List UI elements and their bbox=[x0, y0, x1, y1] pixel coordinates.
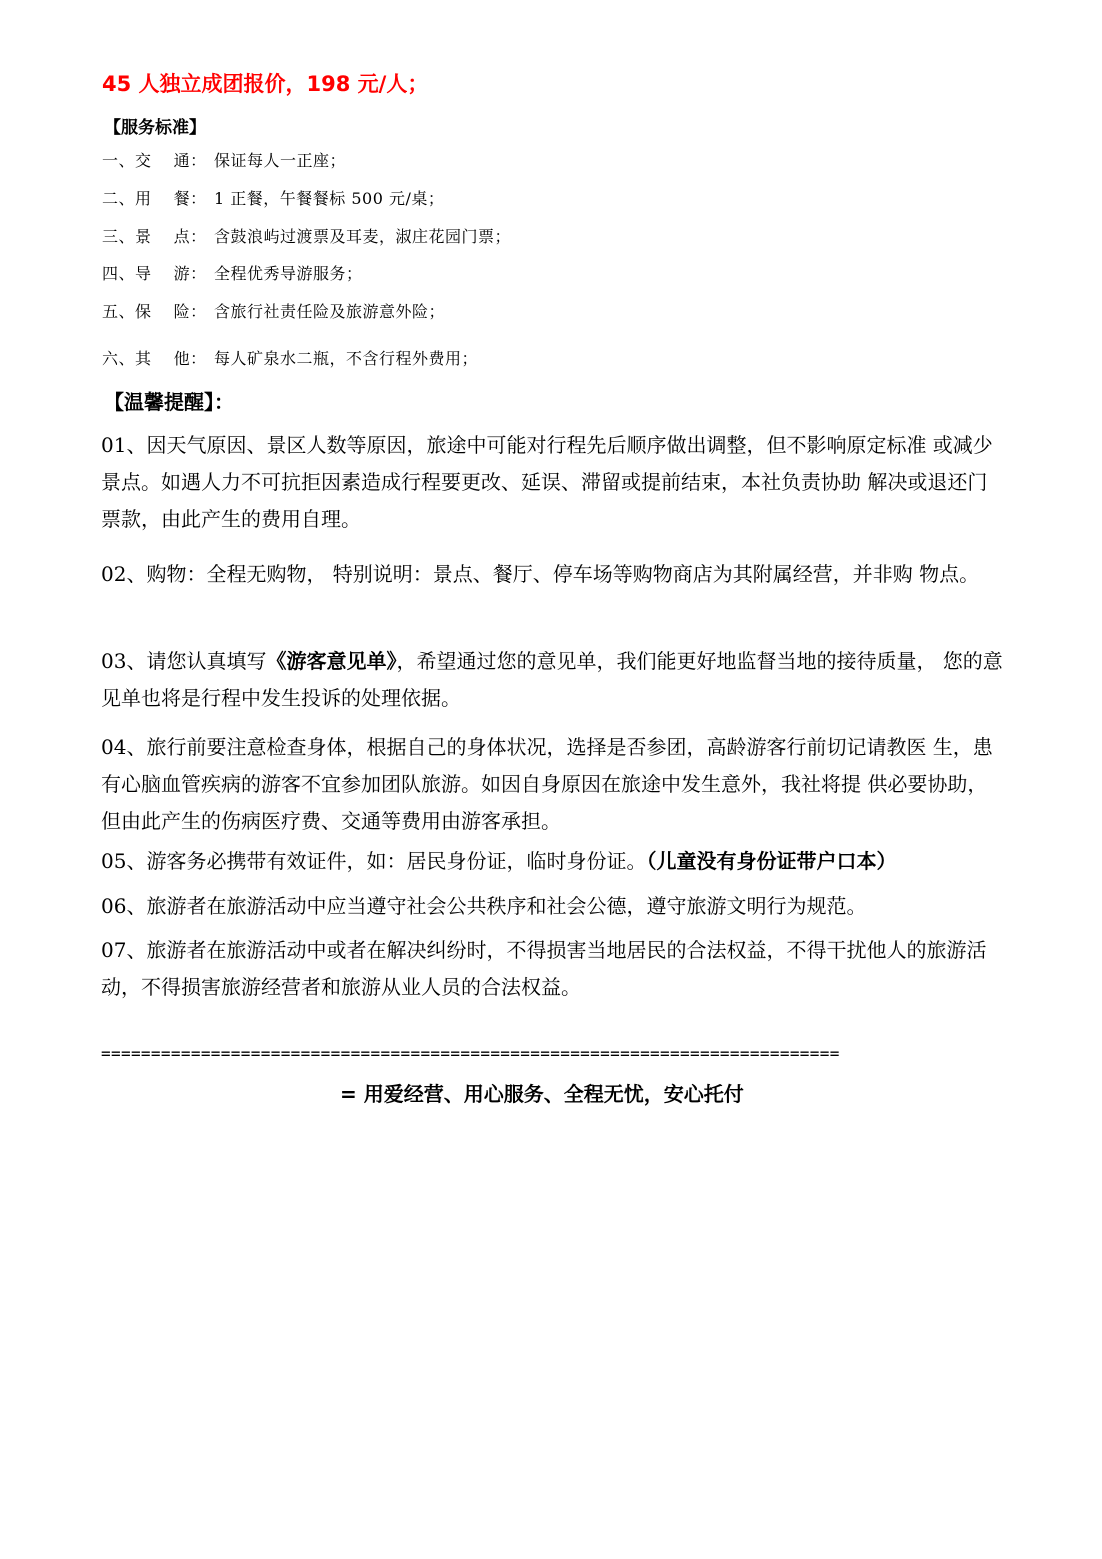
reminder-tip-03 bbox=[101, 643, 1006, 717]
service-item-transport bbox=[102, 148, 346, 171]
tip-bold-text: （儿童没有身份证带户口本） bbox=[646, 849, 897, 873]
service-item-key: 四、导 游： bbox=[102, 264, 207, 283]
tip-text: 03、请您认真填写 bbox=[101, 649, 267, 673]
service-item-value: 全程优秀导游服务； bbox=[214, 264, 363, 283]
service-item-other bbox=[102, 346, 478, 369]
service-item-meals bbox=[102, 186, 444, 209]
service-standard-heading: 【服务标准】 bbox=[104, 118, 206, 138]
service-item-key: 一、交 通： bbox=[102, 151, 207, 170]
service-item-key: 三、景 点： bbox=[102, 227, 207, 246]
reminder-heading: 【温馨提醒】： bbox=[104, 390, 234, 414]
service-item-sights bbox=[102, 224, 511, 247]
tip-bold-text: 《游客意见单》 bbox=[266, 649, 397, 673]
service-item-value: 1 正餐，午餐餐标 500 元/桌； bbox=[214, 189, 445, 208]
service-item-key: 二、用 餐： bbox=[102, 189, 207, 208]
service-item-value: 保证每人一正座； bbox=[214, 151, 347, 170]
reminder-tip-04: 04、旅行前要注意检查身体，根据自己的身体状况，选择是否参团，高龄游客行前切记请教医 生，患有心脑血管疾病的游客不宜参加团队旅游。如因自身原因在旅途中发生意外，我社将提 供必要协助，但由此产生的伤病医疗费、交通等费用由游客承担。 bbox=[101, 735, 993, 833]
reminder-tip-02: 02、购物：全程无购物， 特别说明：景点、餐厅、停车场等购物商店为其附属经营，并非购 物点。 bbox=[101, 562, 980, 586]
price-headline: 45 人独立成团报价，198 元/人； bbox=[102, 72, 429, 96]
reminder-tip-07: 07、旅游者在旅游活动中或者在解决纠纷时，不得损害当地居民的合法权益，不得干扰他人的旅游活动，不得损害旅游经营者和旅游从业人员的合法权益。 bbox=[101, 938, 987, 999]
slogan: = 用爱经营、用心服务、全程无忧，安心托付 bbox=[340, 1082, 744, 1106]
divider-line: ========================================================================== bbox=[101, 1044, 840, 1063]
reminder-tip-06: 06、旅游者在旅游活动中应当遵守社会公共秩序和社会公德，遵守旅游文明行为规范。 bbox=[101, 894, 867, 918]
tip-text: ，希望通过您的意见单，我们能更好地监督当地的接待质量， 您的意见单也将是行程中发生投诉的处理依据。 bbox=[101, 649, 1003, 710]
reminder-tip-01: 01、因天气原因、景区人数等原因，旅途中可能对行程先后顺序做出调整，但不影响原定标准 或减少景点。如遇人力不可抗拒因素造成行程要更改、延误、滞留或提前结束，本社负责协助 解决或退还门票款，由此产生的费用自理。 bbox=[101, 433, 993, 531]
tip-text: 05、游客务必携带有效证件，如：居民身份证，临时身份证。 bbox=[101, 849, 647, 873]
service-item-guide bbox=[102, 261, 363, 284]
service-item-key: 六、其 他： bbox=[102, 349, 207, 368]
service-item-value: 含旅行社责任险及旅游意外险； bbox=[214, 302, 446, 321]
service-item-insurance bbox=[102, 299, 445, 322]
service-item-value: 每人矿泉水二瓶，不含行程外费用； bbox=[214, 349, 479, 368]
reminder-tip-05 bbox=[101, 843, 1006, 880]
service-item-value: 含鼓浪屿过渡票及耳麦，淑庄花园门票； bbox=[214, 227, 512, 246]
service-item-key: 五、保 险： bbox=[102, 302, 207, 321]
